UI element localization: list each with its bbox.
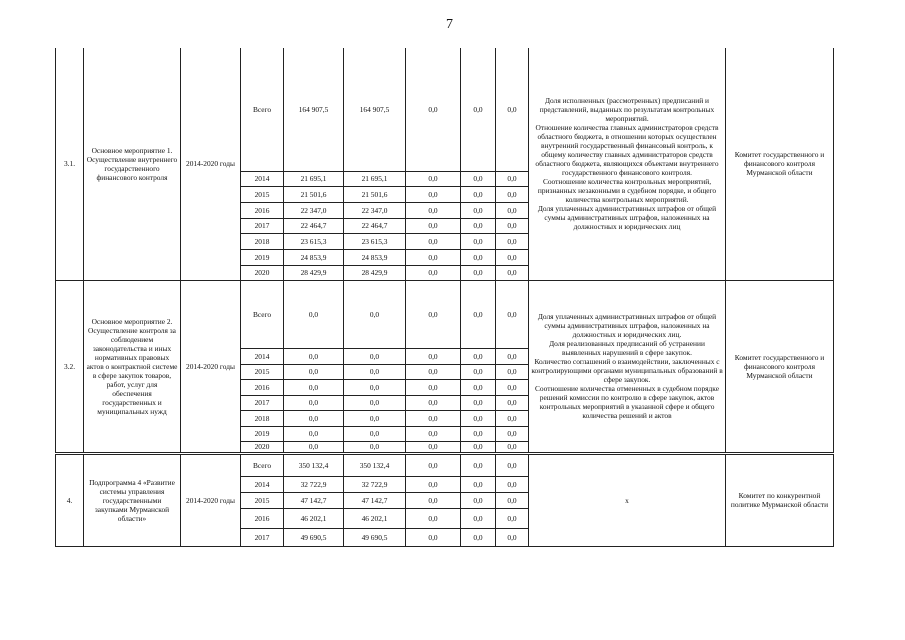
funding-cell: 0,0: [406, 48, 461, 171]
regional-budget-cell: 164 907,5: [344, 48, 406, 171]
total-cell: 47 142,7: [284, 492, 344, 508]
funding-cell: 0,0: [496, 379, 529, 395]
total-cell: 46 202,1: [284, 508, 344, 528]
total-cell: 0,0: [284, 280, 344, 348]
regional-budget-cell: 0,0: [344, 426, 406, 441]
subprogram-name: Подпрограмма 4 «Развитие системы управления государственными закупками Мурманской области»: [84, 453, 181, 546]
year-cell: Всего: [241, 48, 284, 171]
indicator-text: х: [625, 495, 629, 505]
indicator-text: Доля реализованных предписаний об устранении выявленных нарушений в сфере закупок.: [549, 339, 705, 357]
funding-cell: 0,0: [406, 249, 461, 265]
indicator-text: Доля уплаченных административных штрафов от общей суммы административных штрафов, наложенных на должностных и юридических лиц: [537, 204, 717, 232]
funding-cell: 0,0: [496, 492, 529, 508]
funding-cell: 0,0: [461, 364, 496, 379]
funding-cell: 0,0: [461, 441, 496, 453]
year-cell: 2016: [241, 202, 284, 218]
regional-budget-cell: 0,0: [344, 441, 406, 453]
funding-cell: 0,0: [461, 48, 496, 171]
regional-budget-cell: 0,0: [344, 348, 406, 364]
funding-cell: 0,0: [496, 508, 529, 528]
year-cell: 2020: [241, 441, 284, 453]
funding-cell: 0,0: [406, 426, 461, 441]
period: 2014-2020 годы: [181, 48, 241, 280]
year-cell: 2017: [241, 395, 284, 410]
total-cell: 32 722,9: [284, 476, 344, 492]
funding-cell: 0,0: [496, 218, 529, 233]
funding-cell: 0,0: [406, 492, 461, 508]
year-cell: 2014: [241, 348, 284, 364]
funding-cell: 0,0: [496, 453, 529, 476]
funding-cell: 0,0: [461, 492, 496, 508]
activity-name: Основное мероприятие 2. Осуществление контроля за соблюдением законодательства и иных нормативных правовых актов о контрактной системе в сфере закупок товаров, работ, услуг для обеспечения государственных и муниципальных нужд: [84, 280, 181, 453]
funding-cell: 0,0: [496, 280, 529, 348]
regional-budget-cell: 23 615,3: [344, 233, 406, 249]
regional-budget-cell: 24 853,9: [344, 249, 406, 265]
total-cell: 0,0: [284, 348, 344, 364]
funding-cell: 0,0: [406, 348, 461, 364]
funding-cell: 0,0: [406, 280, 461, 348]
funding-cell: 0,0: [461, 395, 496, 410]
funding-cell: 0,0: [406, 233, 461, 249]
total-cell: 22 347,0: [284, 202, 344, 218]
funding-cell: 0,0: [461, 202, 496, 218]
regional-budget-cell: 350 132,4: [344, 453, 406, 476]
executor: Комитет государственного и финансового контроля Мурманской области: [726, 280, 834, 453]
page-number: 7: [446, 17, 453, 32]
funding-cell: 0,0: [406, 410, 461, 426]
funding-cell: 0,0: [496, 348, 529, 364]
funding-cell: 0,0: [461, 379, 496, 395]
table-row: [56, 453, 834, 476]
year-cell: 2016: [241, 508, 284, 528]
year-cell: Всего: [241, 453, 284, 476]
funding-cell: 0,0: [406, 171, 461, 186]
period: 2014-2020 годы: [181, 453, 241, 546]
total-cell: 0,0: [284, 441, 344, 453]
year-cell: 2017: [241, 218, 284, 233]
indicator-text: Соотношение количества отмененных в судебном порядке решений комиссии по контролю в сфере закупок, актов контрольных мероприятий в указанной сфере и общего количества решений и актов: [535, 384, 719, 420]
year-cell: 2019: [241, 426, 284, 441]
funding-cell: 0,0: [406, 508, 461, 528]
year-cell: Всего: [241, 280, 284, 348]
total-cell: 0,0: [284, 410, 344, 426]
total-cell: 350 132,4: [284, 453, 344, 476]
regional-budget-cell: 0,0: [344, 364, 406, 379]
funding-cell: 0,0: [461, 426, 496, 441]
year-cell: 2020: [241, 265, 284, 280]
funding-cell: 0,0: [461, 410, 496, 426]
funding-cell: 0,0: [461, 186, 496, 202]
funding-cell: 0,0: [461, 218, 496, 233]
funding-cell: 0,0: [461, 280, 496, 348]
funding-cell: 0,0: [406, 379, 461, 395]
funding-cell: 0,0: [461, 249, 496, 265]
funding-cell: 0,0: [406, 395, 461, 410]
indicators-cell: [529, 280, 726, 453]
table-row: [56, 280, 834, 348]
funding-cell: 0,0: [496, 186, 529, 202]
year-cell: 2018: [241, 410, 284, 426]
year-cell: 2014: [241, 171, 284, 186]
table-row: [56, 48, 834, 171]
indicator-text: Доля исполненных (рассмотренных) предписаний и представлений, выданных по результатам контрольных мероприятий.: [539, 96, 715, 124]
item-number: 3.1.: [56, 48, 84, 280]
year-cell: 2017: [241, 528, 284, 546]
total-cell: 0,0: [284, 395, 344, 410]
regional-budget-cell: 22 464,7: [344, 218, 406, 233]
total-cell: 22 464,7: [284, 218, 344, 233]
funding-cell: 0,0: [496, 233, 529, 249]
funding-cell: 0,0: [461, 453, 496, 476]
year-cell: 2015: [241, 492, 284, 508]
funding-cell: 0,0: [406, 476, 461, 492]
funding-cell: 0,0: [461, 171, 496, 186]
year-cell: 2014: [241, 476, 284, 492]
indicator-text: Соотношение количества контрольных мероприятий, признанных незаконными в судебном порядке, и общего количества контрольных мероприятий.: [537, 177, 717, 205]
total-cell: 0,0: [284, 379, 344, 395]
total-cell: 0,0: [284, 426, 344, 441]
total-cell: 21 501,6: [284, 186, 344, 202]
activity-name: Основное мероприятие 1. Осуществление внутреннего государственного финансового контроля: [84, 48, 181, 280]
funding-cell: 0,0: [496, 441, 529, 453]
funding-cell: 0,0: [406, 364, 461, 379]
funding-cell: 0,0: [461, 476, 496, 492]
indicators-cell: [529, 48, 726, 280]
year-cell: 2016: [241, 379, 284, 395]
funding-cell: 0,0: [496, 476, 529, 492]
period: 2014-2020 годы: [181, 280, 241, 453]
year-cell: 2018: [241, 233, 284, 249]
total-cell: 0,0: [284, 364, 344, 379]
funding-cell: 0,0: [496, 202, 529, 218]
funding-cell: 0,0: [406, 218, 461, 233]
regional-budget-cell: 47 142,7: [344, 492, 406, 508]
executor: Комитет по конкурентной политике Мурманской области: [726, 453, 834, 546]
funding-cell: 0,0: [496, 171, 529, 186]
funding-cell: 0,0: [406, 202, 461, 218]
funding-cell: 0,0: [461, 265, 496, 280]
total-cell: 28 429,9: [284, 265, 344, 280]
funding-cell: 0,0: [406, 441, 461, 453]
regional-budget-cell: 0,0: [344, 379, 406, 395]
regional-budget-cell: 0,0: [344, 410, 406, 426]
regional-budget-cell: 22 347,0: [344, 202, 406, 218]
executor: Комитет государственного и финансового контроля Мурманской области: [726, 48, 834, 280]
indicator-text: Доля уплаченных административных штрафов от общей суммы административных штрафов, наложенных на должностных и юридических лиц.: [537, 312, 717, 339]
funding-cell: 0,0: [496, 48, 529, 171]
funding-cell: 0,0: [496, 265, 529, 280]
regional-budget-cell: 28 429,9: [344, 265, 406, 280]
funding-cell: 0,0: [461, 528, 496, 546]
regional-budget-cell: 21 695,1: [344, 171, 406, 186]
funding-cell: 0,0: [461, 508, 496, 528]
regional-budget-cell: 0,0: [344, 395, 406, 410]
item-number: 3.2.: [56, 280, 84, 453]
year-cell: 2019: [241, 249, 284, 265]
funding-cell: 0,0: [496, 395, 529, 410]
funding-cell: 0,0: [406, 528, 461, 546]
funding-cell: 0,0: [406, 453, 461, 476]
program-table: [55, 48, 834, 547]
year-cell: 2015: [241, 364, 284, 379]
regional-budget-cell: 49 690,5: [344, 528, 406, 546]
regional-budget-cell: 46 202,1: [344, 508, 406, 528]
year-cell: 2015: [241, 186, 284, 202]
total-cell: 49 690,5: [284, 528, 344, 546]
regional-budget-cell: 21 501,6: [344, 186, 406, 202]
regional-budget-cell: 0,0: [344, 280, 406, 348]
funding-cell: 0,0: [461, 348, 496, 364]
total-cell: 21 695,1: [284, 171, 344, 186]
funding-cell: 0,0: [496, 364, 529, 379]
indicator-text: Количество соглашений о взаимодействии, заключенных с контролирующими органами муниципальных образований в сфере закупок.: [531, 357, 723, 384]
item-number: 4.: [56, 453, 84, 546]
funding-cell: 0,0: [496, 528, 529, 546]
funding-cell: 0,0: [496, 410, 529, 426]
funding-cell: 0,0: [496, 426, 529, 441]
indicator-text: Отношение количества главных администраторов средств областного бюджета, в отношении которых осуществлен внутренний государственный финансовый контроль, к общему количеству главных администраторов средств областного бюджета, являющихся объектами внутреннего государственного финансового контроля.: [535, 123, 719, 178]
total-cell: 24 853,9: [284, 249, 344, 265]
total-cell: 23 615,3: [284, 233, 344, 249]
funding-cell: 0,0: [496, 249, 529, 265]
funding-cell: 0,0: [406, 265, 461, 280]
total-cell: 164 907,5: [284, 48, 344, 171]
indicators-cell: [529, 453, 726, 546]
funding-cell: 0,0: [406, 186, 461, 202]
funding-cell: 0,0: [461, 233, 496, 249]
regional-budget-cell: 32 722,9: [344, 476, 406, 492]
